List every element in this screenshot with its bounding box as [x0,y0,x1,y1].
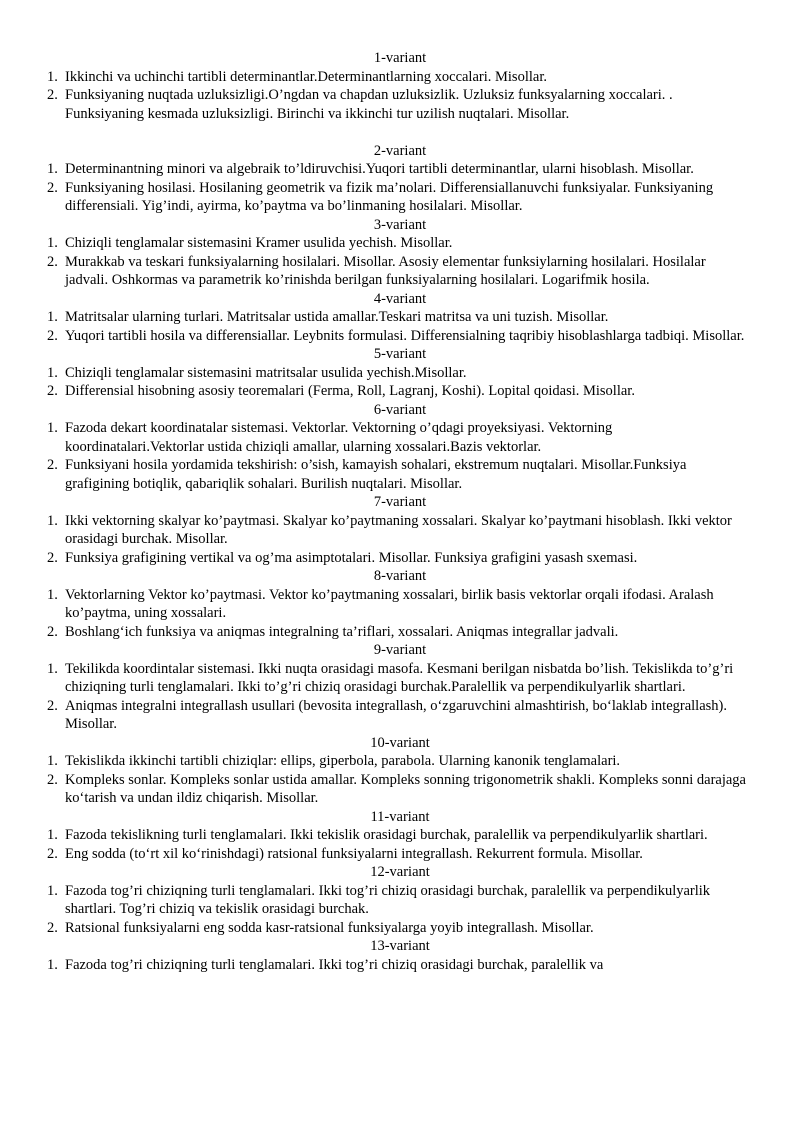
question-text: Funksiyaning nuqtada uzluksizligi.O’ngdan va chapdan uzluksizlik. Uzluksiz funksyalarning xoccalari. . Funksiyaning kesmada uzluksizligi. Birinchi va ikkinchi tur uzilish nuqtalari. Misollar. [65,87,673,122]
question-item [0,253,748,290]
variant-section [0,937,800,974]
variant-title: 9-variant [373,642,427,658]
question-text: Vektorlarning Vektor ko’paytmasi. Vektor ko’paytmaning xossalari, birlik basis vektorlar orqali ifodasi. Aralash ko’paytma, uning xossalari. [65,586,714,621]
question-item [0,308,748,327]
question-text: Fazoda tog’ri chiziqning turli tenglamalari. Ikki tog’ri chiziq orasidagi burchak, paralellik va [65,956,604,973]
question-item [0,697,748,734]
variant-title: 3-variant [373,216,427,233]
variant-section [0,216,800,290]
question-list [0,68,800,124]
question-number: 1. [47,68,58,85]
question-number: 2. [47,845,58,862]
question-item [0,160,748,179]
question-text: Tekilikda koordintalar sistemasi. Ikki nuqta orasidagi masofa. Kesmani berilgan nisbatda bo’lish. Tekislikda to’g’ri chiziqning turli tenglamalari. Ikki to’g’ri chiziq orasidagi burchak.Paralellik va perpendikulyarlik shartlari. [65,660,734,695]
variant-section [0,49,800,123]
variant-title: 8-variant [373,568,427,584]
question-list [0,586,800,642]
variant-section [0,142,800,216]
question-item [0,623,748,642]
question-number: 1. [47,309,58,325]
question-text: Ikkinchi va uchinchi tartibli determinantlar.Determinantlarning xoccalari. Misollar. [65,68,547,85]
question-text: Differensial hisobning asosiy teoremalari (Ferma, Roll, Lagranj, Koshi). Lopital qoidasi. Misollar. [65,383,635,399]
question-number: 1. [47,586,58,603]
question-text: Funksiya grafigining vertikal va og’ma asimptotalari. Misollar. Funksiya grafigini yasash sxemasi. [65,549,638,566]
question-item [0,919,748,938]
question-item [0,419,748,456]
question-text: Yuqori tartibli hosila va differensiallar. Leybnits formulasi. Differensialning taqribiy hisoblashlarga tadbiqi. Misollar. [65,327,745,344]
document-body [0,49,800,974]
question-number: 1. [47,660,58,677]
question-list [0,752,800,808]
question-number: 1. [47,235,58,251]
variant-section [0,808,800,864]
variant-title: 5-variant [373,346,427,362]
question-text: Fazoda dekart koordinatalar sistemasi. Vektorlar. Vektorning o’qdagi proyeksiyasi. Vektorning koordinatalari.Vektorlar ustida chiziqli amallar, ularning xossalari.Bazis vektorlar. [65,420,613,455]
variant-title: 4-variant [373,290,427,307]
question-list [0,882,800,938]
question-number: 2. [47,383,58,399]
variant-section [0,734,800,808]
question-number: 1. [47,161,58,177]
variant-title: 6-variant [373,401,427,418]
question-item [0,845,748,864]
variant-section [0,290,800,346]
question-text: Fazoda tog’ri chiziqning turli tenglamalari. Ikki tog’ri chiziq orasidagi burchak, paralellik va perpendikulyarlik shartlari. Tog’ri chiziq va tekislik orasidagi burchak. [65,882,711,917]
variant-section [0,567,800,641]
question-list [0,512,800,568]
variant-title: 11-variant [370,808,430,825]
question-number: 2. [47,179,58,196]
question-number: 1. [47,753,58,769]
question-item [0,382,748,401]
variant-title: 7-variant [373,494,427,510]
question-text: Fazoda tekislikning turli tenglamalari. Ikki tekislik orasidagi burchak, paralellik va perpendikulyarlik shartlari. [65,827,708,843]
question-number: 2. [47,549,58,566]
variant-section [0,401,800,494]
variant-section [0,493,800,567]
question-list [0,660,800,734]
question-item [0,882,748,919]
question-list [0,956,800,975]
question-item [0,364,748,383]
question-number: 2. [47,87,58,103]
variant-title: 1-variant [373,50,427,66]
question-item [0,549,748,568]
question-text: Murakkab va teskari funksiyalarning hosilalari. Misollar. Asosiy elementar funksiylarning hosilalari. Hosilalar jadvali. Oshkormas va parametrik ko’rinishda berilgan funksiyalarning hosilalari. Logarifmik hosila. [65,253,706,288]
variant-section [0,345,800,401]
question-number: 2. [47,623,58,640]
question-number: 2. [47,919,58,936]
question-number: 2. [47,771,58,788]
variant-section [0,863,800,937]
question-text: Funksiyani hosila yordamida tekshirish: o’sish, kamayish sohalari, ekstremum nuqtalari. Misollar.Funksiya grafigining botiqlik, qabariqlik sohalari. Burilish nuqtalari. Misollar. [65,457,687,492]
question-item [0,956,748,975]
question-list [0,826,800,863]
question-text: Eng sodda (to‘rt xil ko‘rinishdagi) ratsional funksiyalarni integrallash. Rekurrent formula. Misollar. [65,845,643,862]
question-text: Tekislikda ikkinchi tartibli chiziqlar: ellips, giperbola, parabola. Ularning kanonik tenglamalari. [65,753,621,769]
variant-title: 10-variant [370,734,430,751]
question-list [0,364,800,401]
question-number: 1. [47,364,58,381]
question-number: 1. [47,882,58,899]
question-item [0,826,748,845]
question-item [0,327,748,346]
question-text: Boshlang‘ich funksiya va aniqmas integralning ta’riflari, xossalari. Aniqmas integrallar jadvali. [65,623,619,640]
question-item [0,752,748,771]
question-number: 1. [47,420,58,436]
variant-title: 2-variant [373,142,427,159]
question-list [0,419,800,493]
question-item [0,660,748,697]
question-item [0,771,748,808]
question-text: Kompleks sonlar. Kompleks sonlar ustida amallar. Kompleks sonning trigonometrik shakli. Kompleks sonni darajaga ko‘tarish va undan ildiz chiqarish. Misollar. [65,771,746,806]
question-list [0,160,800,216]
question-item [0,86,748,123]
question-text: Aniqmas integralni integrallash usullari (bevosita integrallash, o‘zgaruvchini almashtirish, bo‘laklab integrallash). Misollar. [65,697,727,732]
question-text: Chiziqli tenglamalar sistemasini matritsalar usulida yechish.Misollar. [65,364,467,381]
question-item [0,586,748,623]
question-text: Funksiyaning hosilasi. Hosilaning geometrik va fizik ma’nolari. Differensiallanuvchi funksiyalar. Funksiyaning differensiali. Yig’indi, ayirma, ko’paytma va bo’linmaning hosilalari. Misollar. [65,179,714,214]
variant-section [0,641,800,734]
question-number: 2. [47,327,58,344]
question-list [0,234,800,290]
question-number: 2. [47,457,58,473]
question-text: Matritsalar ularning turlari. Matritsalar ustida amallar.Teskari matritsa va uni tuzish. Misollar. [65,309,609,325]
question-number: 2. [47,253,58,270]
variant-title: 13-variant [370,938,430,954]
question-item [0,512,748,549]
question-text: Ratsional funksiyalarni eng sodda kasr-ratsional funksiyalarga yoyib integrallash. Misollar. [65,919,594,936]
question-item [0,68,748,87]
question-item [0,234,748,253]
question-text: Chiziqli tenglamalar sistemasini Kramer usulida yechish. Misollar. [65,235,453,251]
question-item [0,456,748,493]
question-text: Ikki vektorning skalyar ko’paytmasi. Skalyar ko’paytmaning xossalari. Skalyar ko’paytmani hisoblash. Ikki vektor orasidagi burchak. Misollar. [65,512,732,547]
question-number: 1. [47,956,58,973]
variant-title: 12-variant [370,864,430,880]
question-number: 2. [47,697,58,714]
question-list [0,308,800,345]
question-item [0,179,748,216]
question-number: 1. [47,512,58,529]
question-number: 1. [47,827,58,843]
question-text: Determinantning minori va algebraik to’ldiruvchisi.Yuqori tartibli determinantlar, ularni hisoblash. Misollar. [65,161,694,177]
